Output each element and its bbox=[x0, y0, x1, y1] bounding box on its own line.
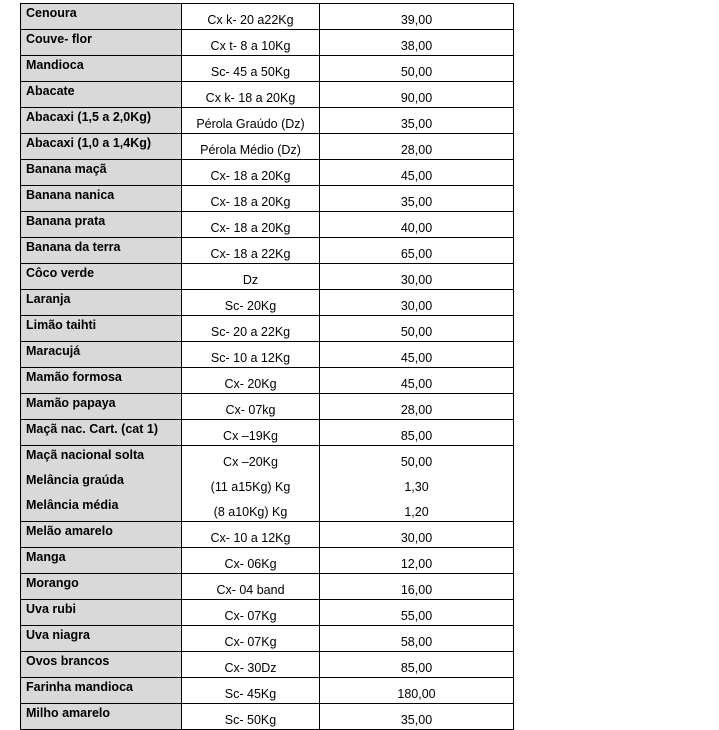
table-row bbox=[21, 368, 514, 394]
package-cell: Sc- 10 a 12Kg bbox=[182, 342, 320, 368]
price-cell: 16,00 bbox=[320, 574, 514, 600]
price-cell: 85,00 bbox=[320, 420, 514, 446]
table-row bbox=[21, 212, 514, 238]
package-cell: Cx- 30Dz bbox=[182, 652, 320, 678]
product-cell: Mandioca bbox=[21, 56, 182, 82]
price-cell: 30,00 bbox=[320, 290, 514, 316]
price-cell: 65,00 bbox=[320, 238, 514, 264]
package-cell: Cx k- 20 a22Kg bbox=[182, 4, 320, 30]
price-cell: 12,00 bbox=[320, 548, 514, 574]
product-cell: Milho amarelo bbox=[21, 704, 182, 730]
package-cell: Cx –19Kg bbox=[182, 420, 320, 446]
product-cell: Banana maçã bbox=[21, 160, 182, 186]
table-row bbox=[21, 108, 514, 134]
table-row bbox=[21, 574, 514, 600]
package-cell: Sc- 45Kg bbox=[182, 678, 320, 704]
product-cell: Melão amarelo bbox=[21, 522, 182, 548]
product-cell: Banana da terra bbox=[21, 238, 182, 264]
table-row bbox=[21, 704, 514, 730]
table-row bbox=[21, 238, 514, 264]
price-cell: 50,00 bbox=[320, 56, 514, 82]
price-cell: 35,00 bbox=[320, 108, 514, 134]
product-cell: Limão taihti bbox=[21, 316, 182, 342]
table-row bbox=[21, 626, 514, 652]
package-cell: Cx t- 8 a 10Kg bbox=[182, 30, 320, 56]
product-cell: Mamão papaya bbox=[21, 394, 182, 420]
table-row bbox=[21, 56, 514, 82]
package-cell: Cx –20Kg bbox=[182, 446, 320, 472]
package-cell: Cx- 18 a 22Kg bbox=[182, 238, 320, 264]
price-cell: 40,00 bbox=[320, 212, 514, 238]
table-row bbox=[21, 394, 514, 420]
table-row bbox=[21, 446, 514, 472]
price-table-body bbox=[21, 4, 514, 730]
package-cell: (11 a15Kg) Kg bbox=[182, 471, 320, 496]
package-cell: Cx k- 18 a 20Kg bbox=[182, 82, 320, 108]
price-cell: 38,00 bbox=[320, 30, 514, 56]
product-cell: Abacate bbox=[21, 82, 182, 108]
table-row bbox=[21, 316, 514, 342]
price-cell: 55,00 bbox=[320, 600, 514, 626]
package-cell: Pérola Graúdo (Dz) bbox=[182, 108, 320, 134]
product-cell: Maçã nac. Cart. (cat 1) bbox=[21, 420, 182, 446]
table-row bbox=[21, 4, 514, 30]
package-cell: Cx- 07Kg bbox=[182, 626, 320, 652]
product-cell: Uva niagra bbox=[21, 626, 182, 652]
product-cell: Banana prata bbox=[21, 212, 182, 238]
product-cell: Morango bbox=[21, 574, 182, 600]
price-cell: 35,00 bbox=[320, 704, 514, 730]
price-cell: 45,00 bbox=[320, 342, 514, 368]
table-row bbox=[21, 548, 514, 574]
package-cell: Pérola Médio (Dz) bbox=[182, 134, 320, 160]
product-cell: Abacaxi (1,0 a 1,4Kg) bbox=[21, 134, 182, 160]
product-cell: Côco verde bbox=[21, 264, 182, 290]
package-cell: Dz bbox=[182, 264, 320, 290]
package-cell: Sc- 50Kg bbox=[182, 704, 320, 730]
table-row bbox=[21, 134, 514, 160]
product-cell: Mamão formosa bbox=[21, 368, 182, 394]
price-cell: 28,00 bbox=[320, 394, 514, 420]
price-cell: 180,00 bbox=[320, 678, 514, 704]
table-row bbox=[21, 290, 514, 316]
table-row bbox=[21, 186, 514, 212]
product-cell: Manga bbox=[21, 548, 182, 574]
package-cell: Cx- 18 a 20Kg bbox=[182, 160, 320, 186]
price-cell: 35,00 bbox=[320, 186, 514, 212]
price-cell: 50,00 bbox=[320, 316, 514, 342]
table-row bbox=[21, 678, 514, 704]
package-cell: Cx- 07Kg bbox=[182, 600, 320, 626]
product-cell: Laranja bbox=[21, 290, 182, 316]
package-cell: Cx- 20Kg bbox=[182, 368, 320, 394]
table-row bbox=[21, 160, 514, 186]
package-cell: Cx- 18 a 20Kg bbox=[182, 212, 320, 238]
price-cell: 85,00 bbox=[320, 652, 514, 678]
package-cell: Cx- 18 a 20Kg bbox=[182, 186, 320, 212]
price-cell: 30,00 bbox=[320, 264, 514, 290]
table-row bbox=[21, 496, 514, 522]
product-cell: Melância graúda bbox=[21, 471, 182, 496]
package-cell: Cx- 07kg bbox=[182, 394, 320, 420]
product-cell: Cenoura bbox=[21, 4, 182, 30]
product-cell: Abacaxi (1,5 a 2,0Kg) bbox=[21, 108, 182, 134]
price-cell: 39,00 bbox=[320, 4, 514, 30]
package-cell: Cx- 10 a 12Kg bbox=[182, 522, 320, 548]
price-table bbox=[20, 3, 514, 730]
package-cell: (8 a10Kg) Kg bbox=[182, 496, 320, 522]
table-row bbox=[21, 82, 514, 108]
package-cell: Sc- 20Kg bbox=[182, 290, 320, 316]
table-row bbox=[21, 522, 514, 548]
table-row bbox=[21, 420, 514, 446]
table-row bbox=[21, 30, 514, 56]
product-cell: Melância média bbox=[21, 496, 182, 522]
table-row bbox=[21, 600, 514, 626]
package-cell: Sc- 45 a 50Kg bbox=[182, 56, 320, 82]
table-row bbox=[21, 264, 514, 290]
package-cell: Cx- 04 band bbox=[182, 574, 320, 600]
product-cell: Farinha mandioca bbox=[21, 678, 182, 704]
price-cell: 1,30 bbox=[320, 471, 514, 496]
price-cell: 1,20 bbox=[320, 496, 514, 522]
table-row bbox=[21, 471, 514, 496]
package-cell: Cx- 06Kg bbox=[182, 548, 320, 574]
product-cell: Ovos brancos bbox=[21, 652, 182, 678]
price-cell: 45,00 bbox=[320, 160, 514, 186]
price-cell: 28,00 bbox=[320, 134, 514, 160]
table-row bbox=[21, 652, 514, 678]
price-cell: 58,00 bbox=[320, 626, 514, 652]
package-cell: Sc- 20 a 22Kg bbox=[182, 316, 320, 342]
product-cell: Uva rubi bbox=[21, 600, 182, 626]
price-cell: 90,00 bbox=[320, 82, 514, 108]
product-cell: Couve- flor bbox=[21, 30, 182, 56]
price-cell: 50,00 bbox=[320, 446, 514, 472]
product-cell: Banana nanica bbox=[21, 186, 182, 212]
table-row bbox=[21, 342, 514, 368]
price-cell: 30,00 bbox=[320, 522, 514, 548]
price-cell: 45,00 bbox=[320, 368, 514, 394]
product-cell: Maçã nacional solta bbox=[21, 446, 182, 472]
product-cell: Maracujá bbox=[21, 342, 182, 368]
